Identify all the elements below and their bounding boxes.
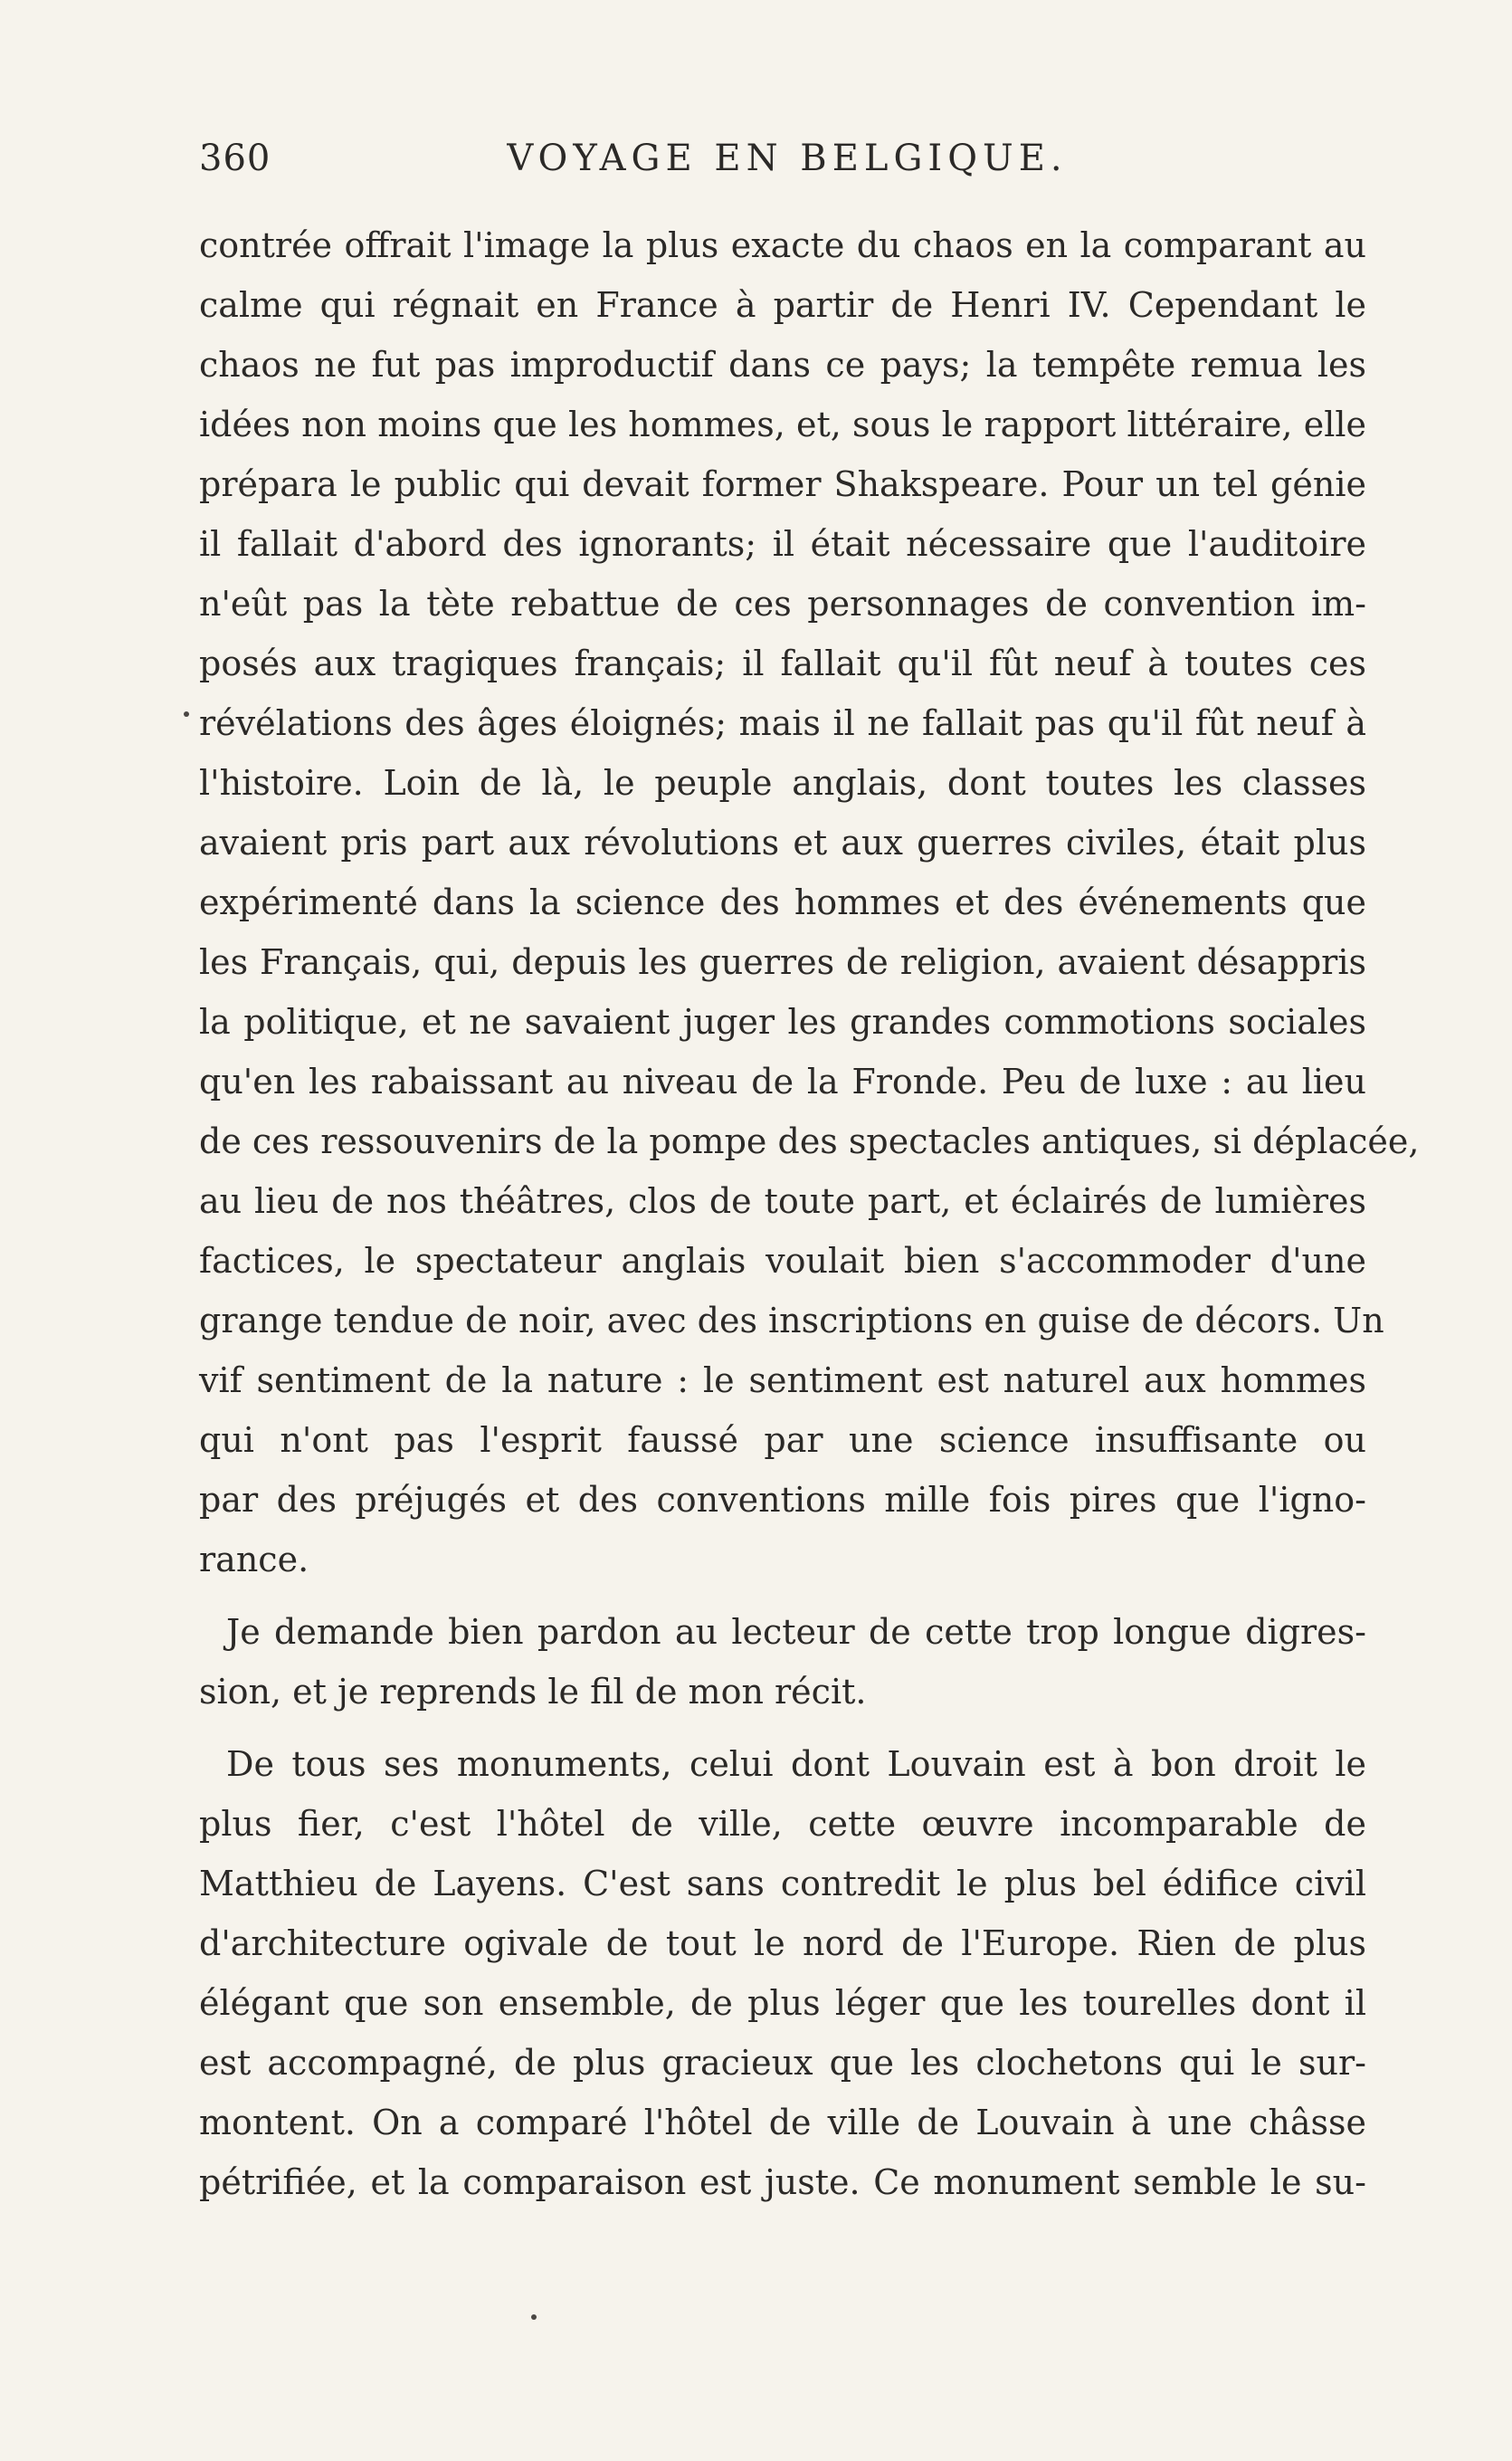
- text-line: il fallait d'abord des ignorants; il était nécessaire que l'auditoire: [199, 524, 1366, 564]
- text-line: n'eût pas la tète rebattue de ces personnages de convention im-: [199, 584, 1366, 624]
- text-line: grange tendue de noir, avec des inscriptions en guise de décors. Un: [199, 1301, 1384, 1340]
- text-line: au lieu de nos théâtres, clos de toute part, et éclairés de lumières: [199, 1181, 1366, 1221]
- text-line: contrée offrait l'image la plus exacte du chaos en la comparant au: [199, 225, 1366, 265]
- text-line: pétrifiée, et la comparaison est juste. Ce monument semble le su-: [199, 2162, 1366, 2202]
- bottom-speck: [531, 2314, 537, 2320]
- page-header: [199, 136, 1375, 181]
- text-line: les Français, qui, depuis les guerres de religion, avaient désappris: [199, 942, 1366, 982]
- text-line: plus fier, c'est l'hôtel de ville, cette œuvre incomparable de: [199, 1804, 1366, 1844]
- text-line: qu'en les rabaissant au niveau de la Fronde. Peu de luxe : au lieu: [199, 1062, 1366, 1102]
- text-line: d'architecture ogivale de tout le nord de l'Europe. Rien de plus: [199, 1923, 1366, 1963]
- text-line: Matthieu de Layens. C'est sans contredit le plus bel édifice civil: [199, 1864, 1366, 1903]
- text-line: qui n'ont pas l'esprit faussé par une science insuffisante ou: [199, 1420, 1366, 1460]
- text-line: est accompagné, de plus gracieux que les clochetons qui le sur-: [199, 2043, 1366, 2083]
- paragraph-1: [199, 215, 1420, 1589]
- text-line: avaient pris part aux révolutions et aux guerres civiles, était plus: [199, 823, 1366, 863]
- paragraph-2: [199, 1602, 1366, 1722]
- text-line: idées non moins que les hommes, et, sous le rapport littéraire, elle: [199, 405, 1366, 444]
- text-line: par des préjugés et des conventions mille fois pires que l'igno-: [199, 1480, 1366, 1520]
- text-line: montent. On a comparé l'hôtel de ville de Louvain à une châsse: [199, 2103, 1366, 2142]
- text-line: révélations des âges éloignés; mais il ne fallait pas qu'il fût neuf à: [199, 703, 1366, 743]
- text-line: la politique, et ne savaient juger les grandes commotions sociales: [199, 1002, 1366, 1042]
- page-number: 360: [199, 138, 271, 179]
- text-line: vif sentiment de la nature : le sentiment est naturel aux hommes: [199, 1360, 1366, 1400]
- text-line: expérimenté dans la science des hommes et des événements que: [199, 882, 1366, 922]
- text-line: calme qui régnait en France à partir de Henri IV. Cependant le: [199, 285, 1366, 325]
- running-title: VOYAGE EN BELGIQUE.: [507, 138, 1068, 179]
- text-line: sion, et je reprends le fil de mon récit.: [199, 1672, 867, 1712]
- text-line: De tous ses monuments, celui dont Louvain est à bon droit le: [226, 1744, 1366, 1784]
- text-line: factices, le spectateur anglais voulait bien s'accommoder d'une: [199, 1241, 1366, 1281]
- text-line: rance.: [199, 1540, 309, 1579]
- text-line: l'histoire. Loin de là, le peuple anglais, dont toutes les classes: [199, 763, 1366, 803]
- margin-speck: [184, 711, 189, 717]
- text-line: chaos ne fut pas improductif dans ce pays; la tempête remua les: [199, 345, 1366, 385]
- text-line: Je demande bien pardon au lecteur de cette trop longue digres-: [226, 1612, 1366, 1652]
- text-line: posés aux tragiques français; il fallait qu'il fût neuf à toutes ces: [199, 644, 1366, 683]
- text-line: élégant que son ensemble, de plus léger que les tourelles dont il: [199, 1983, 1366, 2023]
- text-line: de ces ressouvenirs de la pompe des spectacles antiques, si déplacée,: [199, 1121, 1420, 1161]
- text-line: prépara le public qui devait former Shakspeare. Pour un tel génie: [199, 464, 1366, 504]
- body-text: [199, 215, 1420, 2212]
- paragraph-3: [199, 1734, 1366, 2212]
